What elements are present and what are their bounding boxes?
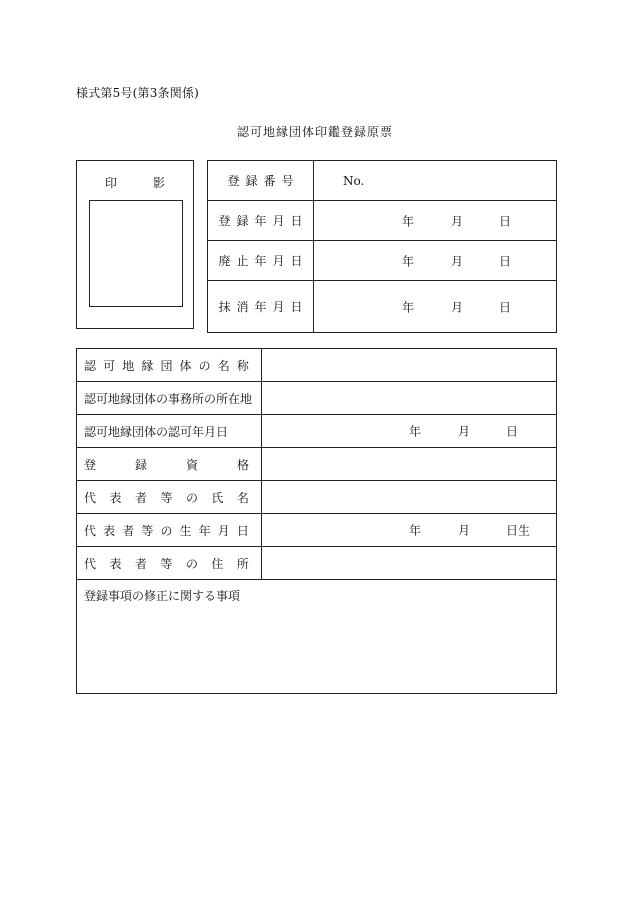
justified-label [84,522,249,539]
registration-number-field[interactable] [314,161,557,201]
year-unit: 年 [402,254,415,268]
registration-qualification-field[interactable] [262,448,557,481]
month-unit: 月 [451,254,464,268]
registration-qualification-label [77,448,262,481]
seal-label-char-1: 印 [104,176,117,190]
label-char: 体 [179,358,192,373]
representative-name-label [77,481,262,514]
label-char: 生 [179,523,192,538]
year-unit: 年 [402,214,415,228]
amendment-notes-label: 登録事項の修正に関する事項 [84,589,241,603]
registration-table [207,160,557,333]
office-address-label: 認可地縁団体の事務所の所在地 [77,382,262,415]
month-unit: 月 [451,300,464,314]
justified-label [84,357,249,374]
label-char: 代 [84,523,97,538]
label-char: 地 [122,358,135,373]
association-details-table [76,348,557,694]
label-char: 年 [198,523,211,538]
year-unit: 年 [409,523,422,538]
registration-date-label: 登録年月日 [208,201,314,241]
day-unit: 日 [506,424,519,439]
label-char: 者 [134,490,147,505]
label-char: の [185,490,198,505]
label-char: 登 [84,457,97,472]
office-address-field[interactable] [262,382,557,415]
seal-impression-area[interactable] [89,200,183,307]
approval-date-label: 認可地縁団体の認可年月日 [77,415,262,448]
label-char: 者 [134,556,147,571]
registration-number-label: 登録番号 [208,161,314,201]
label-char: 格 [236,457,249,472]
label-char: 名 [236,490,249,505]
amendment-notes-field[interactable] [77,580,557,694]
label-char: 可 [103,358,116,373]
representative-birthdate-label [77,514,262,547]
label-char: 所 [236,556,249,571]
representative-birthdate-field[interactable] [262,514,557,547]
approval-date-field[interactable] [262,415,557,448]
label-char: 等 [160,490,173,505]
representative-address-label [77,547,262,580]
label-char: 資 [185,457,198,472]
label-char: 表 [103,523,116,538]
seal-impression-label [77,174,193,191]
cancellation-date-field[interactable] [314,281,557,333]
label-char: の [160,523,173,538]
label-char: 代 [84,556,97,571]
label-char: 団 [160,358,173,373]
representative-name-field[interactable] [262,481,557,514]
label-char: 日 [236,523,249,538]
abolition-date-field[interactable] [314,241,557,281]
form-number: 様式第5号(第3条関係) [76,86,200,100]
association-name-field[interactable] [262,349,557,382]
representative-address-field[interactable] [262,547,557,580]
document-title: 認可地縁団体印鑑登録原票 [236,125,393,139]
association-name-label [77,349,262,382]
justified-label [84,489,249,506]
label-char: 等 [160,556,173,571]
registration-number-prefix: No. [343,173,365,188]
day-unit: 日 [499,300,512,314]
day-unit: 日 [499,254,512,268]
label-char: 名 [217,358,230,373]
label-char: 認 [84,358,97,373]
seal-impression-box [76,160,194,329]
label-char: 縁 [141,358,154,373]
day-of-birth-unit: 日生 [506,523,531,538]
label-char: 表 [109,490,122,505]
label-char: 住 [211,556,224,571]
year-unit: 年 [402,300,415,314]
label-char: 者 [122,523,135,538]
month-unit: 月 [451,214,464,228]
registration-date-field[interactable] [314,201,557,241]
label-char: 代 [84,490,97,505]
label-char: 等 [141,523,154,538]
seal-label-char-2: 影 [153,176,166,190]
label-char: の [185,556,198,571]
year-unit: 年 [409,424,422,439]
label-char: 氏 [211,490,224,505]
label-char: の [198,358,211,373]
month-unit: 月 [458,523,471,538]
label-char: 月 [217,523,230,538]
label-char: 表 [109,556,122,571]
justified-label [84,555,249,572]
day-unit: 日 [499,214,512,228]
month-unit: 月 [458,424,471,439]
label-char: 録 [134,457,147,472]
cancellation-date-label: 抹消年月日 [208,281,314,333]
abolition-date-label: 廃止年月日 [208,241,314,281]
justified-label [84,456,249,473]
label-char: 称 [236,358,249,373]
